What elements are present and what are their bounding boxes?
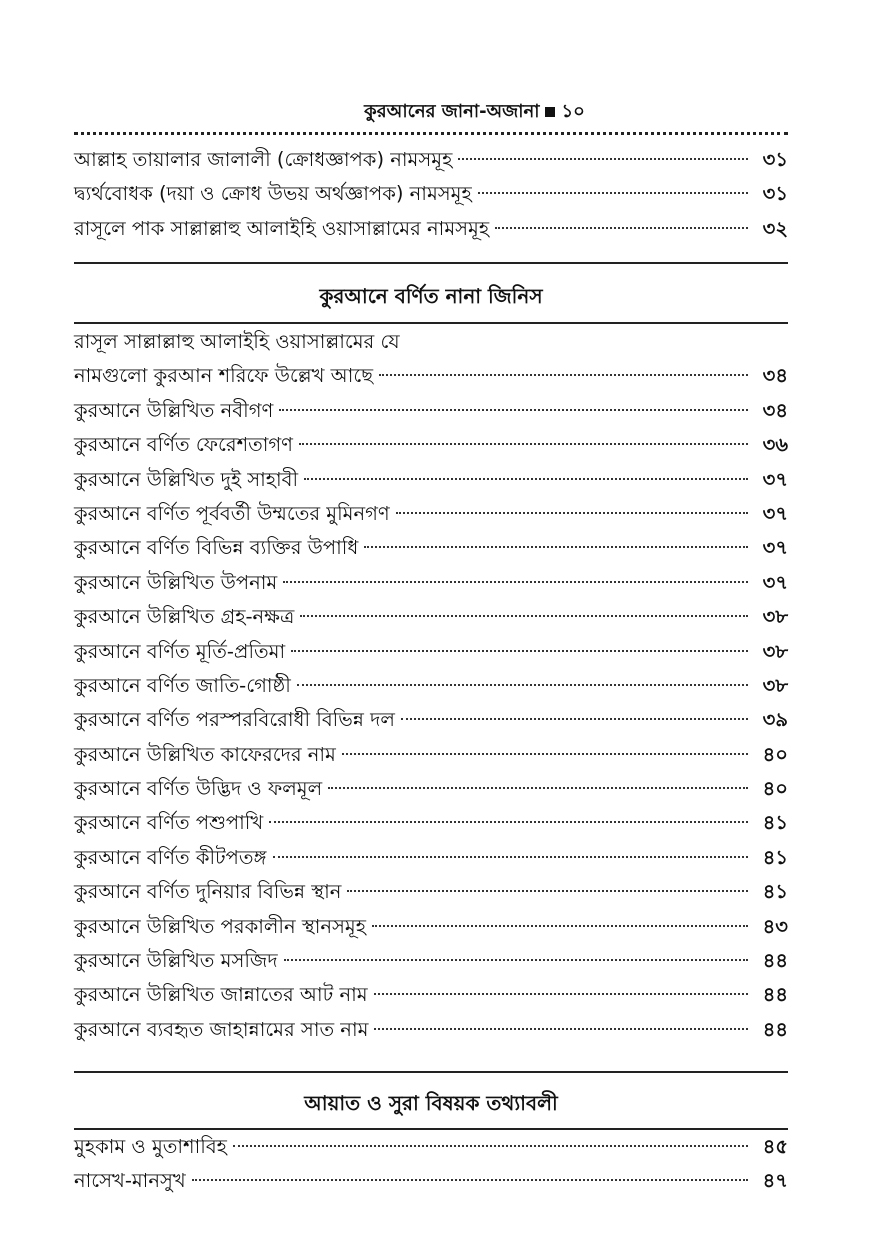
dot-leader	[396, 512, 748, 514]
toc-entry-title: কুরআনে বর্ণিত উদ্ভিদ ও ফলমূল	[74, 777, 323, 801]
section-divider	[74, 322, 788, 324]
toc-entry-title: আল্লাহ তায়ালার জালালী (ক্রোধজ্ঞাপক) নামসমূহ	[74, 148, 453, 171]
toc-entry-page: ৪৪	[762, 1017, 788, 1041]
toc-entry-page: ৩১	[762, 148, 788, 171]
toc-entry-title: কুরআনে উল্লিখিত মসজিদ	[74, 949, 278, 973]
dot-leader	[379, 374, 748, 376]
dot-leader	[269, 821, 748, 823]
toc-entry-title: কুরআনে উল্লিখিত গ্রহ-নক্ষত্র	[74, 605, 295, 629]
square-bullet-icon	[545, 107, 555, 117]
toc-entry	[74, 669, 788, 703]
section2-toc	[74, 1130, 788, 1199]
toc-entry	[74, 394, 788, 428]
running-header	[0, 98, 869, 126]
dot-leader	[279, 409, 748, 411]
toc-entry-title: কুরআনে উল্লিখিত পরকালীন স্থানসমূহ	[74, 914, 367, 938]
section-divider	[74, 262, 788, 264]
toc-entry-title: কুরআনে বর্ণিত পশুপাখি	[74, 811, 264, 835]
dot-leader	[374, 993, 748, 995]
toc-entry-page: ৩৭	[762, 536, 788, 560]
toc-entry-title: কুরআনে বর্ণিত পূর্ববর্তী উম্মতের মুমিনগণ	[74, 501, 390, 525]
dot-leader	[372, 925, 748, 927]
toc-entry-page: ৪১	[762, 811, 788, 835]
toc-entry-title: দ্ব্যর্থবোধক (দয়া ও ক্রোধ উভয় অর্থজ্ঞাপক) নামসমূহ	[74, 182, 472, 206]
dot-leader	[328, 787, 748, 789]
dot-leader	[291, 650, 748, 652]
toc-entry-title: কুরআনে উল্লিখিত উপনাম	[74, 570, 278, 594]
toc-entry-page: ৪৪	[762, 949, 788, 973]
toc-entry-page: ৩৭	[762, 467, 788, 491]
toc-entry-title: কুরআনে উল্লিখিত জান্নাতের আট নাম	[74, 983, 368, 1007]
dot-leader	[374, 1028, 748, 1030]
toc-entry-page: ৩৮	[762, 639, 788, 663]
toc-entry-page: ৪৭	[762, 1169, 788, 1193]
toc-entry	[74, 703, 788, 737]
toc-entry-title: কুরআনে বর্ণিত বিভিন্ন ব্যক্তির উপাধি	[74, 536, 359, 560]
toc-entry	[74, 635, 788, 669]
toc-entry	[74, 1013, 788, 1047]
toc-entry-title: কুরআনে বর্ণিত মূর্তি-প্রতিমা	[74, 639, 286, 663]
toc-entry	[74, 177, 788, 211]
toc-entry-title: মুহকাম ও মুতাশাবিহ	[74, 1135, 227, 1158]
toc-entry-page: ৩১	[762, 182, 788, 206]
toc-entry	[74, 1130, 788, 1164]
toc-entry-page: ৪১	[762, 880, 788, 904]
toc-entry-title: রাসূলে পাক সাল্লাল্লাহু আলাইহি ওয়াসাল্লামের নামসমূহ	[74, 216, 490, 240]
dot-leader	[283, 581, 748, 583]
section1-toc	[74, 325, 788, 1047]
toc-entry	[74, 497, 788, 531]
toc-entry	[74, 1164, 788, 1198]
toc-entry	[74, 531, 788, 565]
toc-entry-page: ৪০	[762, 777, 788, 801]
toc-entry-first-line: রাসূল সাল্লাল্লাহু আলাইহি ওয়াসাল্লামের যে	[74, 330, 400, 353]
toc-entry-title: কুরআনে উল্লিখিত দুই সাহাবী	[74, 467, 299, 491]
toc-entry	[74, 841, 788, 875]
toc-entry	[74, 738, 788, 772]
header-title: কুরআনের জানা-অজানা	[364, 101, 540, 122]
toc-entry	[74, 944, 788, 978]
dot-leader	[284, 959, 748, 961]
toc-entry	[74, 143, 788, 177]
dot-leader	[300, 615, 748, 617]
header-page-number: ১০	[561, 101, 585, 122]
section-title: আয়াত ও সুরা বিষয়ক তথ্যাবলী	[304, 1091, 558, 1115]
toc-entry-title: নাসেখ-মানসুখ	[74, 1169, 186, 1193]
toc-entry-page: ৪৫	[762, 1135, 788, 1158]
toc-entry-page: ৩২	[762, 216, 788, 240]
toc-entry-page: ৩৯	[762, 708, 788, 732]
section-divider	[74, 1071, 788, 1073]
dot-leader	[495, 227, 748, 229]
toc-entry	[74, 875, 788, 909]
toc-entry	[74, 566, 788, 600]
dot-leader	[297, 684, 748, 686]
toc-entry	[74, 772, 788, 806]
dot-leader	[304, 478, 748, 480]
toc-entry-page: ৪০	[762, 742, 788, 766]
dot-leader	[401, 718, 748, 720]
toc-entry-page: ৩৮	[762, 605, 788, 629]
header-dotted-rule	[74, 132, 788, 135]
intro-toc	[74, 143, 788, 246]
dot-leader	[342, 753, 748, 755]
toc-entry-page: ৩৬	[762, 433, 788, 457]
dot-leader	[364, 546, 748, 548]
toc-entry	[74, 806, 788, 840]
toc-entry-title: কুরআনে উল্লিখিত নবীগণ	[74, 398, 274, 422]
toc-entry-title: কুরআনে বর্ণিত ফেরেশতাগণ	[74, 433, 293, 457]
toc-entry-title: নামগুলো কুরআন শরিফে উল্লেখ আছে	[74, 364, 374, 388]
toc-entry	[74, 212, 788, 246]
dot-leader	[192, 1179, 748, 1181]
toc-entry-page: ৩৪	[762, 398, 788, 422]
toc-entry-page: ৪৩	[762, 914, 788, 938]
toc-entry-title: কুরআনে বর্ণিত পরস্পরবিরোধী বিভিন্ন দল	[74, 708, 395, 732]
toc-entry	[74, 463, 788, 497]
toc-entry	[74, 978, 788, 1012]
toc-entry-title: কুরআনে বর্ণিত দুনিয়ার বিভিন্ন স্থান	[74, 880, 342, 904]
toc-entry-page: ৩৪	[762, 364, 788, 388]
toc-entry-page: ৩৭	[762, 570, 788, 594]
dot-leader	[347, 890, 748, 892]
dot-leader	[273, 856, 749, 858]
dot-leader	[478, 192, 748, 194]
toc-entry-title: কুরআনে উল্লিখিত কাফেরদের নাম	[74, 742, 336, 766]
dot-leader	[233, 1145, 748, 1147]
toc-entry-page: ৪১	[762, 845, 788, 869]
toc-entry	[74, 428, 788, 462]
dot-leader	[299, 443, 748, 445]
section-title: কুরআনে বর্ণিত নানা জিনিস	[319, 284, 543, 308]
toc-entry-title: কুরআনে বর্ণিত জাতি-গোষ্ঠী	[74, 673, 291, 697]
toc-entry	[74, 359, 788, 393]
toc-entry-page: ৩৮	[762, 673, 788, 697]
toc-entry-title: কুরআনে ব্যবহৃত জাহান্নামের সাত নাম	[74, 1017, 369, 1041]
toc-entry-page: ৩৭	[762, 501, 788, 525]
toc-entry-page: ৪৪	[762, 983, 788, 1007]
toc-entry	[74, 910, 788, 944]
dot-leader	[458, 158, 748, 160]
toc-entry-title: কুরআনে বর্ণিত কীটপতঙ্গ	[74, 845, 267, 869]
toc-entry	[74, 600, 788, 634]
